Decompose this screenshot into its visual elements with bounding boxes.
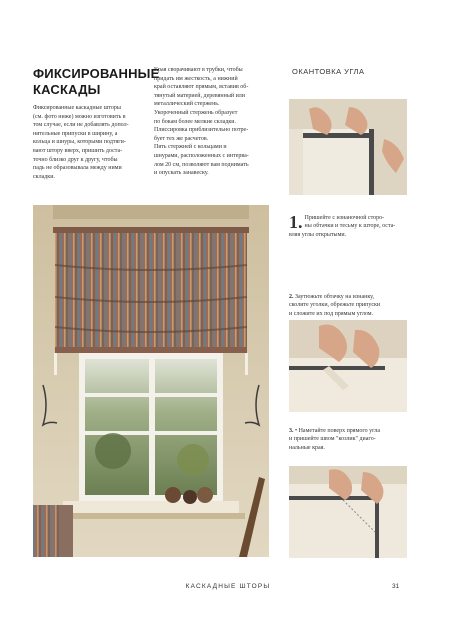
intro-paragraph: Фиксированные каскадные шторы (см. фото ниже) можно изготовить в том случае, если не добавлять допол- нительные припуски в ширину, а кольца и шнуры, которыми подтяги- вают штору вверх, пришить доста- точно близко друг к другу, чтобы падь не образовывала между ними складки. [33,105,129,180]
step2-illustration [289,320,407,412]
step-3 [289,418,407,452]
step3-illustration [289,466,407,558]
window-blind-illustration [33,205,269,557]
footer-section-title: КАСКАДНЫЕ ШТОРЫ [185,583,271,590]
article-title: ФИКСИРОВАННЫЕ КАСКАДЫ [33,66,160,97]
middle-paragraph: Края сворачивают в трубки, чтобы придать им жесткость, а нижний край оставляют прямым, вставив об- тянутый материей, деревянный или металлический стержень. Укороченный стержень образует по бокам более мелкие складки. Плиссировка приблизительно потре- бует тех же расчетов. Пять стержней с кольцами и шнурами, расположенных с интерва- лом 20 см, позволяют вам поднимать и опускать занавеску. [154,67,249,177]
step-3-number: 3. [289,427,294,434]
step-1-text: Пришейте с изнаночной сторо- ны обтачки и тесьму к шторе, оста- вляя углы открытыми. [289,214,396,238]
page-number: 31 [392,583,400,590]
step1-illustration [289,99,407,195]
step-1 [289,205,407,239]
step-2 [289,284,407,318]
step-1-number: 1. [289,211,303,232]
step2-photo [289,320,407,412]
window-blind-photo [33,205,269,557]
step-3-text: • Наметайте поверх прямого угла и пришейте швом "козлик" диаго- нальные края. [289,427,380,451]
step-2-number: 2. [289,293,294,300]
step-2-text: Заутюжьте обтачку на изнанку, сколите уголки, обрежьте припуски и сложите их под прямым углом. [289,293,381,317]
step3-photo [289,466,407,558]
sidebar-heading: ОКАНТОВКА УГЛА [292,67,365,76]
step1-photo [289,99,407,195]
